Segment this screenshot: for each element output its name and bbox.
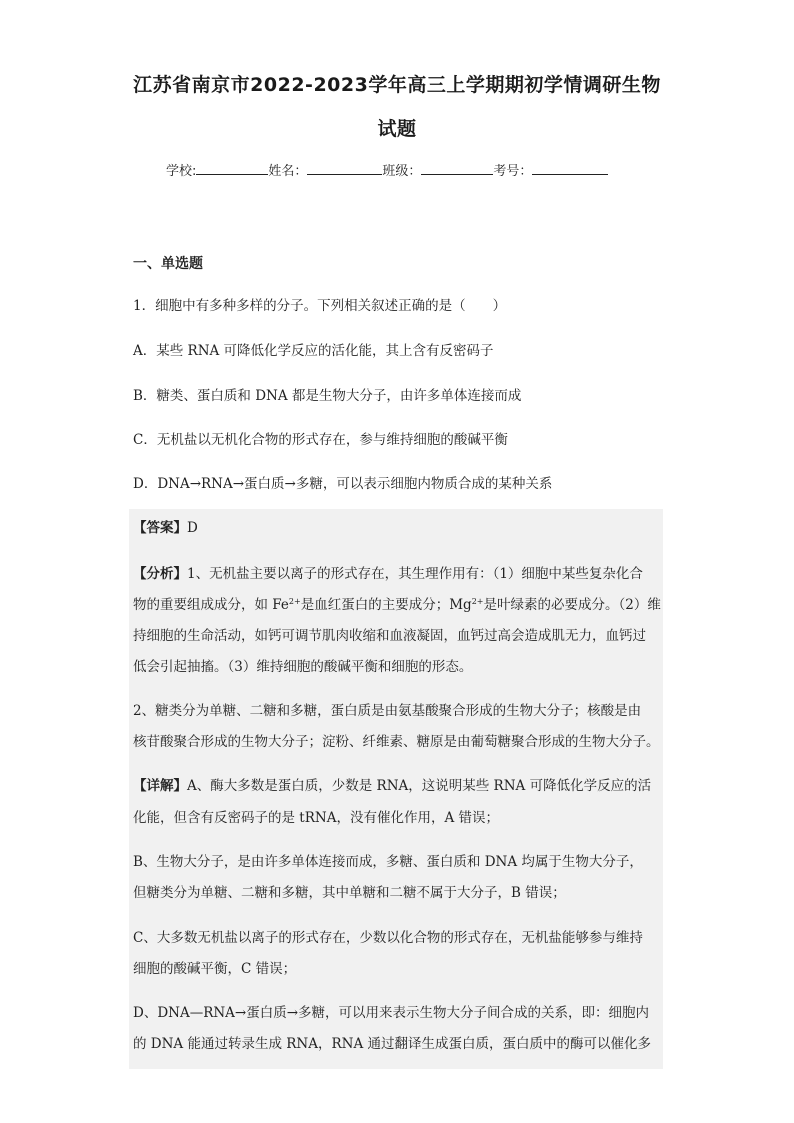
school-blank[interactable] bbox=[196, 162, 268, 175]
exam-no-label: 考号： bbox=[493, 164, 533, 179]
detail-line-6: 细胞的酸碱平衡，C 错误； bbox=[133, 961, 297, 977]
option-b: B．糖类、蛋白质和 DNA 都是生物大分子，由许多单体连接而成 bbox=[133, 388, 522, 404]
analysis-text: 是叶绿素的必要成分。（2）维 bbox=[483, 597, 661, 613]
analysis-line-4: 低会引起抽搐。（3）维持细胞的酸碱平衡和细胞的形态。 bbox=[133, 659, 473, 675]
superscript: 2+ bbox=[471, 597, 484, 606]
analysis-line-3: 持细胞的生命活动，如钙可调节肌肉收缩和血液凝固，血钙过高会造成肌无力，血钙过 bbox=[133, 628, 646, 644]
exam-no-blank[interactable] bbox=[532, 162, 608, 175]
document-title: 江苏省南京市2022-2023学年高三上学期期初学情调研生物 bbox=[133, 74, 661, 96]
document-title-line2: 试题 bbox=[377, 118, 417, 140]
analysis-line-1 bbox=[133, 562, 643, 582]
detail-line-8: 的 DNA 能通过转录生成 RNA，RNA 通过翻译生成蛋白质，蛋白质中的酶可以催化多 bbox=[133, 1036, 652, 1052]
detail-line-5: C、大多数无机盐以离子的形式存在，少数以化合物的形式存在，无机盐能够参与维持 bbox=[133, 930, 643, 946]
answer-label: 【答案】 bbox=[133, 520, 187, 536]
answer-value: D bbox=[187, 520, 198, 536]
detail-line-1 bbox=[133, 774, 651, 794]
analysis-text: 物的重要组成成分，如 Fe bbox=[133, 597, 289, 613]
detail-label: 【详解】 bbox=[133, 778, 187, 794]
name-label: 姓名： bbox=[268, 164, 308, 179]
student-info-fields bbox=[166, 160, 608, 179]
school-label: 学校: bbox=[166, 164, 197, 179]
analysis-text: 1、无机盐主要以离子的形式存在，其生理作用有：（1）细胞中某些复杂化合 bbox=[187, 566, 643, 582]
option-a: A．某些 RNA 可降低化学反应的活化能，其上含有反密码子 bbox=[133, 343, 494, 359]
analysis-line-6: 核苷酸聚合形成的生物大分子；淀粉、纤维素、糖原是由葡萄糖聚合形成的生物大分子。 bbox=[133, 734, 660, 750]
analysis-text: 是血红蛋白的主要成分；Mg bbox=[300, 597, 472, 613]
class-blank[interactable] bbox=[421, 162, 493, 175]
answer-line bbox=[133, 516, 198, 536]
analysis-line-5: 2、糖类分为单糖、二糖和多糖，蛋白质是由氨基酸聚合形成的生物大分子；核酸是由 bbox=[133, 703, 642, 719]
analysis-line-2 bbox=[133, 593, 661, 613]
option-d: D．DNA→RNA→蛋白质→多糖，可以表示细胞内物质合成的某种关系 bbox=[133, 476, 553, 492]
detail-text: A、酶大多数是蛋白质，少数是 RNA，这说明某些 RNA 可降低化学反应的活 bbox=[187, 778, 652, 794]
detail-line-4: 但糖类分为单糖、二糖和多糖，其中单糖和二糖不属于大分子，B 错误； bbox=[133, 885, 566, 901]
detail-line-3: B、生物大分子，是由许多单体连接而成，多糖、蛋白质和 DNA 均属于生物大分子， bbox=[133, 854, 643, 870]
detail-line-2: 化能，但含有反密码子的是 tRNA，没有催化作用，A 错误； bbox=[133, 810, 499, 826]
option-c: C．无机盐以无机化合物的形式存在，参与维持细胞的酸碱平衡 bbox=[133, 432, 508, 448]
superscript: 2+ bbox=[288, 597, 301, 606]
analysis-label: 【分析】 bbox=[133, 566, 187, 582]
question-stem: 1．细胞中有多种多样的分子。下列相关叙述正确的是（ ） bbox=[133, 298, 507, 314]
class-label: 班级： bbox=[382, 164, 422, 179]
name-blank[interactable] bbox=[307, 162, 382, 175]
detail-line-7: D、DNA—RNA→蛋白质→多糖，可以用来表示生物大分子间合成的关系，即：细胞内 bbox=[133, 1005, 650, 1021]
section-heading: 一、单选题 bbox=[133, 256, 203, 272]
